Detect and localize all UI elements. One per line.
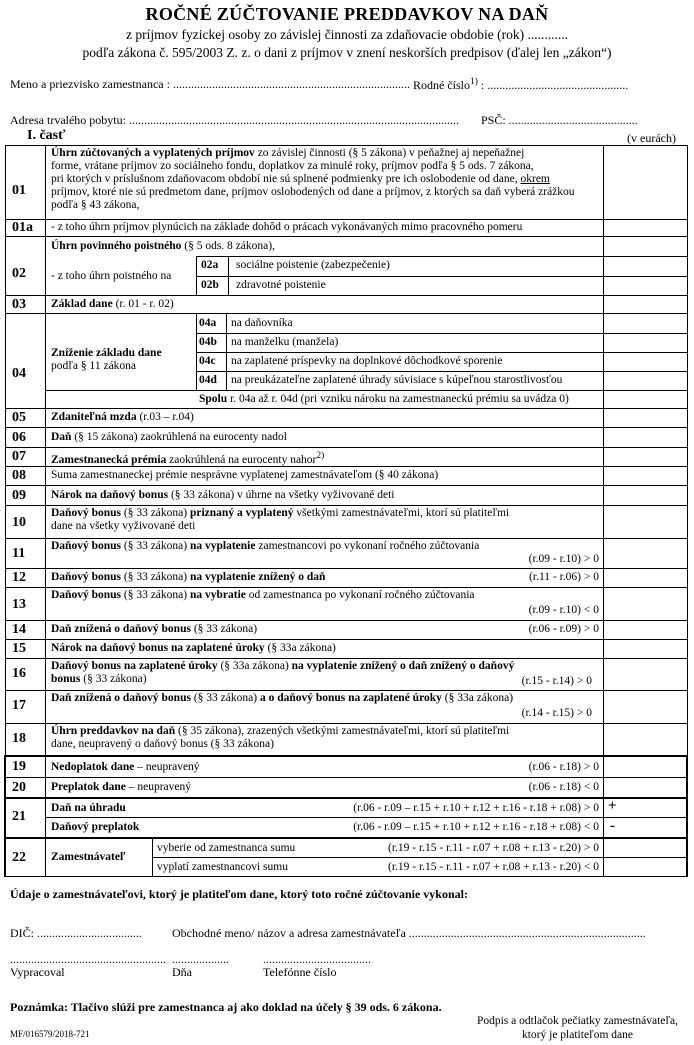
row-12-title: Daňový bonus bbox=[51, 571, 121, 583]
row-21-tax-due-title: Daň na úhradu bbox=[51, 802, 126, 814]
row-01-text5: podľa § 43 zákona, bbox=[51, 199, 140, 211]
row-13-text2: od zamestnanca po vykonaní ročného zúčtovania bbox=[245, 589, 475, 601]
row-07-text: zaokrúhlená na eurocenty nahor bbox=[166, 453, 317, 466]
row-22-collect-formula: (r.19 - r.15 - r.11 - r.07 + r.08 + r.13 - r.20) > 0 bbox=[388, 842, 599, 854]
row-num-01: 01 bbox=[12, 183, 26, 198]
row-04-sum-label: Spolu bbox=[199, 393, 228, 405]
row-16-title3: bonus bbox=[51, 673, 81, 685]
row-14-formula: (r.06 - r.09) > 0 bbox=[528, 623, 599, 635]
form-law-reference: podľa zákona č. 595/2003 Z. z. o dani z príjmov v znení neskorších predpisov (ďalej len „zákon“) bbox=[82, 45, 612, 60]
row-18-line2: dane, neupravený o daňový bonus (§ 33 zákona) bbox=[51, 738, 274, 750]
signature-block bbox=[470, 1014, 685, 1042]
form-code: MF/016579/2018-721 bbox=[10, 1029, 90, 1039]
row-12-title2: na vyplatenie znížený o daň bbox=[189, 571, 326, 583]
row-num-13: 13 bbox=[12, 597, 26, 612]
address-field[interactable]: Adresa trvalého pobytu: .............................................................................................................. bbox=[10, 113, 459, 127]
row-num-12: 12 bbox=[12, 570, 26, 585]
row-11-title: Daňový bonus bbox=[51, 540, 121, 552]
row-num-16: 16 bbox=[12, 666, 26, 681]
row-num-07: 07 bbox=[12, 449, 26, 464]
row-01-text3-underline: okrem bbox=[520, 173, 550, 185]
form-title: ROČNÉ ZÚČTOVANIE PREDDAVKOV NA DAŇ bbox=[145, 4, 549, 24]
row-19-text: – neupravený bbox=[134, 761, 200, 773]
row-04c-num: 04c bbox=[199, 355, 216, 367]
row-num-06: 06 bbox=[12, 430, 26, 445]
row-num-14: 14 bbox=[12, 622, 26, 637]
date-field[interactable]: ................... bbox=[172, 952, 229, 966]
part-label: I. časť bbox=[27, 128, 66, 143]
row-02a-text: sociálne poistenie (zabezpečenie) bbox=[236, 259, 390, 271]
footnote-2: 2) bbox=[316, 451, 325, 461]
row-21-tax-due-formula: (r.06 - r.09 – r.15 + r.10 + r.12 + r.16 - r.18 + r.08) > 0 bbox=[353, 802, 599, 814]
row-19-title: Nedoplatok dane bbox=[51, 761, 135, 773]
row-05-text: (r.03 – r.04) bbox=[136, 411, 194, 423]
row-02-sub: - z toho úhrn poistného na bbox=[51, 270, 172, 282]
row-21-overpayment-formula: (r.06 - r.09 – r.15 + r.10 + r.12 + r.16 - r.18 + r.08) < 0 bbox=[353, 821, 599, 833]
row-num-17: 17 bbox=[12, 698, 26, 713]
row-11-formula: (r.09 - r.10) > 0 bbox=[528, 553, 599, 565]
row-01-description bbox=[51, 147, 601, 212]
phone-field[interactable]: .................................... bbox=[263, 952, 371, 966]
row-num-09: 09 bbox=[12, 488, 26, 503]
row-06-text: (§ 15 zákona) zaokrúhlená na eurocenty nadol bbox=[71, 431, 287, 443]
row-22-collect-text: vyberie od zamestnanca sumu bbox=[157, 842, 296, 854]
row-02a-num: 02a bbox=[201, 259, 219, 271]
row-01-text4: príjmov, ktoré nie sú predmetom dane, príjmov oslobodených od dane a príjmov, z ktorých sa daň vyberá zrážkou bbox=[51, 186, 575, 198]
date-label: Dňa bbox=[172, 965, 192, 979]
row-04a-text: na daňovníka bbox=[231, 317, 293, 329]
row-10-line2: dane na všetky vyživované deti bbox=[51, 520, 196, 532]
row-16-title: Daňový bonus na zaplatené úroky bbox=[51, 660, 218, 672]
phone-label: Telefónne číslo bbox=[263, 965, 337, 979]
row-09-text: (§ 33 zákona) v úhrne na všetky vyživované deti bbox=[168, 489, 395, 501]
employer-heading: Údaje o zamestnávateľovi, ktorý je platiteľom dane, ktorý toto ročné zúčtovanie vykonal: bbox=[10, 887, 468, 901]
row-03-title: Základ dane bbox=[51, 298, 113, 310]
row-num-20: 20 bbox=[12, 780, 26, 795]
signature-line2: ktorý je platiteľom dane bbox=[521, 1029, 633, 1041]
row-10-title2: priznaný a vyplatený bbox=[189, 507, 294, 519]
prepared-by-field[interactable]: .................................................... bbox=[10, 952, 166, 966]
row-01-text2: forme, vrátane príjmov zo sociálneho fondu, doplatkov za minulé roky, príjmov podľa § 5 ods. 7 zákona, bbox=[51, 160, 534, 172]
row-04b-num: 04b bbox=[199, 336, 217, 348]
row-num-15: 15 bbox=[12, 641, 26, 656]
row-15-title: Nárok na daňový bonus na zaplatené úroky bbox=[51, 642, 265, 654]
row-20-title: Preplatok dane bbox=[51, 781, 126, 793]
row-13-text: (§ 33 zákona) bbox=[121, 589, 190, 601]
row-num-11: 11 bbox=[12, 546, 26, 561]
row-17-title2: a o daňový bonus na zaplatené úroky bbox=[259, 692, 442, 704]
row-07-title: Zamestnanecká prémia bbox=[51, 453, 167, 466]
row-01-text1: zo závislej činnosti (§ 5 zákona) v peňažnej aj nepeňažnej bbox=[254, 147, 525, 159]
row-05-title: Zdaniteľná mzda bbox=[51, 411, 137, 423]
employer-name-field[interactable]: Obchodné meno/ názov a adresa zamestnávateľa ............................................................................... bbox=[172, 926, 646, 940]
row-11-title2: na vyplatenie bbox=[189, 540, 256, 552]
row-num-03: 03 bbox=[12, 297, 26, 312]
row-04b-text: na manželku (manžela) bbox=[231, 336, 339, 348]
row-num-21: 21 bbox=[12, 809, 26, 824]
currency-note: (v eurách) bbox=[627, 131, 676, 145]
row-17-text: (§ 33 zákona) bbox=[190, 692, 260, 704]
row-21-minus-sign: - bbox=[610, 818, 615, 834]
row-10-title: Daňový bonus bbox=[51, 507, 121, 519]
birth-number-label: Rodné číslo bbox=[413, 78, 470, 92]
postal-code-field[interactable]: PSČ: ........................................... bbox=[481, 113, 638, 127]
dic-field[interactable]: DIČ: ................................... bbox=[10, 926, 142, 940]
signature-line1: Podpis a odtlačok pečiatky zamestnávateľa, bbox=[476, 1015, 679, 1027]
row-22-pay-formula: (r.19 - r.15 - r.11 - r.07 + r.08 + r.13 - r.20) < 0 bbox=[388, 861, 599, 873]
row-21-overpayment-title: Daňový preplatok bbox=[51, 821, 140, 833]
row-06-title: Daň bbox=[51, 431, 72, 443]
row-18-title: Úhrn preddavkov na daň bbox=[51, 725, 176, 737]
row-14-title: Daň znížená o daňový bonus bbox=[51, 623, 191, 635]
row-12-text: (§ 33 zákona) bbox=[121, 571, 190, 583]
row-num-22: 22 bbox=[12, 850, 26, 865]
row-num-19: 19 bbox=[12, 759, 26, 774]
row-04d-num: 04d bbox=[199, 374, 217, 386]
row-num-01a: 01a bbox=[12, 220, 33, 235]
row-16-text3: (§ 33 zákona) bbox=[80, 673, 147, 685]
row-13-title2: na vybratie bbox=[189, 589, 246, 601]
row-03-text: (r. 01 - r. 02) bbox=[112, 298, 174, 310]
row-04c-text: na zaplatené príspevky na doplnkové dôchodkové sporenie bbox=[231, 355, 503, 367]
row-16-text: (§ 33a zákona) bbox=[217, 660, 292, 672]
row-01-text3: pri ktorých v príslušnom zdaňovacom období nie sú splnené podmienky pre ich oslobodenie od dane, bbox=[51, 173, 518, 185]
row-22-pay-text: vyplatí zamestnancovi sumu bbox=[157, 861, 288, 873]
row-15-text: (§ 33a zákona) bbox=[264, 642, 336, 654]
row-num-08: 08 bbox=[12, 468, 26, 483]
row-04-text: podľa § 11 zákona bbox=[51, 360, 137, 372]
row-13-formula: (r.09 - r.10) < 0 bbox=[528, 604, 599, 616]
birth-number-dots: : ............................................... bbox=[480, 78, 629, 92]
employee-name-field[interactable]: Meno a priezvisko zamestnanca : ............................................................................... bbox=[10, 77, 410, 91]
row-02b-text: zdravotné poistenie bbox=[236, 279, 326, 291]
row-04d-text: na preukázateľne zaplatené úhrady súvisiace s kúpeľnou starostlivosťou bbox=[231, 374, 563, 386]
row-num-18: 18 bbox=[12, 731, 26, 746]
birth-number-field[interactable] bbox=[413, 77, 628, 93]
row-18-text: (§ 35 zákona), zrazených všetkými zamestnávateľmi, ktorí sú platiteľmi bbox=[175, 725, 510, 737]
form-subtitle: z príjmov fyzickej osoby zo závislej činnosti za zdaňovacie obdobie (rok) ............ bbox=[126, 27, 568, 42]
footnote-1: 1) bbox=[470, 77, 478, 87]
row-17-text2: (§ 33a zákona) bbox=[441, 692, 514, 704]
row-11-text2: zamestnancovi po vykonaní ročného zúčtovania bbox=[255, 540, 480, 552]
row-num-10: 10 bbox=[12, 515, 26, 530]
row-16-formula: (r.15 - r.14) > 0 bbox=[521, 675, 592, 687]
row-10-text: (§ 33 zákona) bbox=[121, 507, 190, 519]
row-10-text2: všetkými zamestnávateľmi, ktorí sú platiteľmi bbox=[293, 507, 510, 519]
row-16-title2: na vyplatenie znížený o daň znížený o daňový bbox=[291, 660, 515, 672]
row-num-02: 02 bbox=[12, 266, 26, 281]
row-num-04: 04 bbox=[12, 366, 26, 381]
row-01a-text: - z toho úhrn príjmov plynúcich na základe dohôd o prácach vykonávaných mimo pracovného pomeru bbox=[51, 221, 523, 233]
row-13-title: Daňový bonus bbox=[51, 589, 121, 601]
prepared-by-label: Vypracoval bbox=[10, 965, 65, 979]
row-09-title: Nárok na daňový bonus bbox=[51, 489, 169, 501]
row-17-formula: (r.14 - r.15) > 0 bbox=[521, 707, 592, 719]
row-12-formula: (r.11 - r.06) > 0 bbox=[529, 571, 599, 583]
row-14-text: (§ 33 zákona) bbox=[190, 623, 258, 635]
row-08-text: Suma zamestnaneckej prémie nesprávne vyplatenej zamestnávateľom (§ 40 zákona) bbox=[51, 469, 439, 481]
row-02-text: (§ 5 ods. 8 zákona), bbox=[181, 240, 275, 252]
row-11-text: (§ 33 zákona) bbox=[121, 540, 190, 552]
row-04-sum-text: r. 04a až r. 04d (pri vzniku nároku na zamestnaneckú prémiu sa uvádza 0) bbox=[227, 393, 569, 405]
row-num-05: 05 bbox=[12, 410, 26, 425]
row-20-text: – neupravený bbox=[125, 781, 192, 793]
row-04a-num: 04a bbox=[199, 317, 217, 329]
note-text: Poznámka: Tlačivo slúži pre zamestnanca aj ako doklad na účely § 39 ods. 6 zákona. bbox=[10, 1000, 442, 1014]
row-04-title: Zníženie základu dane bbox=[51, 347, 162, 359]
row-20-formula: (r.06 - r.18) < 0 bbox=[528, 781, 599, 793]
row-19-formula: (r.06 - r.18) > 0 bbox=[528, 761, 599, 773]
row-01-title: Úhrn zúčtovaných a vyplatených príjmov bbox=[51, 147, 255, 159]
row-21-plus-sign: + bbox=[608, 798, 617, 814]
row-17-title: Daň znížená o daňový bonus bbox=[51, 692, 191, 704]
row-02-title: Úhrn povinného poistného bbox=[51, 240, 182, 252]
row-22-title: Zamestnávateľ bbox=[51, 851, 126, 863]
row-02b-num: 02b bbox=[201, 279, 219, 291]
